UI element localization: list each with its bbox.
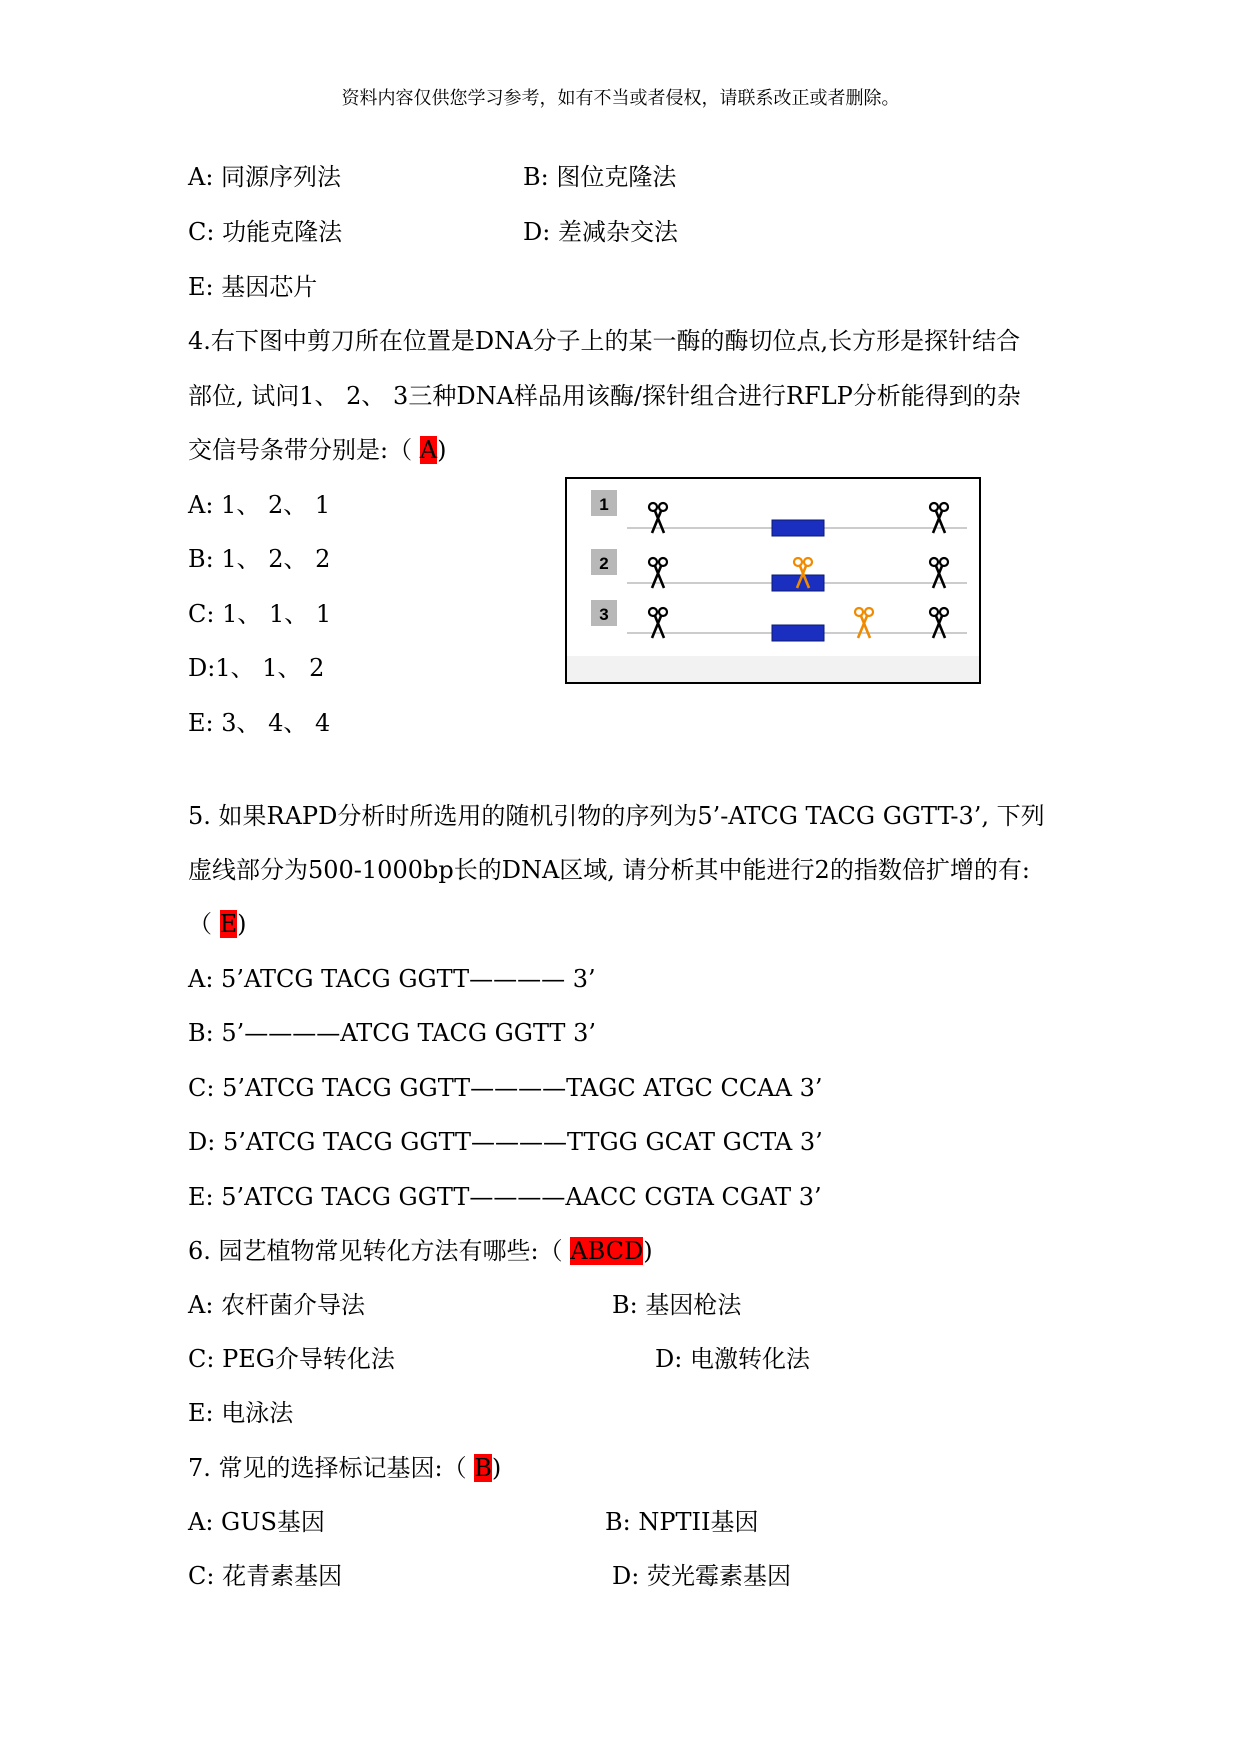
- q5-option-b: B: 5’————ATCG TACG GGTT 3’: [188, 1019, 596, 1047]
- q6-suffix: ): [643, 1237, 653, 1265]
- q5-option-e: E: 5’ATCG TACG GGTT————AACC CGTA CGAT 3’: [188, 1183, 822, 1211]
- q4-option-a: A: 1、 2、 1: [188, 491, 331, 519]
- q4-option-e: E: 3、 4、 4: [188, 709, 331, 737]
- q6-option-e: E: 电泳法: [188, 1399, 294, 1427]
- sample-row-2: [591, 549, 967, 591]
- q4-option-b: B: 1、 2、 2: [188, 545, 331, 573]
- q3-option-a: A: 同源序列法: [188, 163, 342, 191]
- q5-option-c: C: 5’ATCG TACG GGTT————TAGC ATGC CCAA 3’: [188, 1074, 823, 1102]
- q4-prefix: 交信号条带分别是:（: [188, 436, 420, 464]
- q5-prefix: （: [188, 910, 220, 938]
- q3-option-d: D: 差减杂交法: [523, 218, 678, 246]
- figure-bottom-band: [567, 656, 979, 682]
- q7-option-d: D: 荧光霉素基因: [612, 1562, 791, 1590]
- rflp-figure: [565, 477, 981, 684]
- q5-answer-highlight: E: [219, 910, 238, 938]
- q6-option-d: D: 电激转化法: [655, 1345, 810, 1373]
- sample-label-3: 3: [599, 605, 609, 624]
- probe-binding-site: [772, 625, 824, 641]
- sample-label-2: 2: [599, 554, 609, 573]
- q3-option-e: E: 基因芯片: [188, 273, 318, 301]
- sample-label-1: 1: [599, 495, 609, 514]
- probe-binding-site: [772, 520, 824, 536]
- q4-option-d: D:1、 1、 2: [188, 654, 325, 682]
- q4-question-line-1: 4.右下图中剪刀所在位置是DNA分子上的某一酶的酶切位点,长方形是探针结合: [188, 327, 1021, 355]
- q4-question-line-3: [188, 435, 446, 465]
- q5-suffix: ): [237, 910, 247, 938]
- q6-question: [188, 1236, 653, 1266]
- q7-option-b: B: NPTII基因: [605, 1508, 759, 1536]
- q7-prefix: 7. 常见的选择标记基因:（: [188, 1454, 475, 1482]
- q6-prefix: 6. 园艺植物常见转化方法有哪些:（: [188, 1237, 571, 1265]
- q7-question: [188, 1453, 501, 1483]
- q4-answer-highlight: A: [419, 436, 438, 464]
- sample-row-3: [591, 600, 967, 641]
- q7-option-a: A: GUS基因: [188, 1508, 325, 1536]
- q6-option-c: C: PEG介导转化法: [188, 1345, 395, 1373]
- page-header: 资料内容仅供您学习参考，如有不当或者侵权，请联系改正或者删除。: [341, 88, 900, 109]
- q7-option-c: C: 花青素基因: [188, 1562, 343, 1590]
- q5-question-line-3: [188, 909, 247, 939]
- rflp-diagram: [567, 479, 979, 682]
- q3-option-b: B: 图位克隆法: [523, 163, 677, 191]
- q5-question-line-2: 虚线部分为500-1000bp长的DNA区域, 请分析其中能进行2的指数倍扩增的有:: [188, 856, 1030, 884]
- q5-question-line-1: 5. 如果RAPD分析时所选用的随机引物的序列为5’-ATCG TACG GGTT-3’, 下列: [188, 802, 1045, 830]
- q4-suffix: ): [437, 436, 447, 464]
- q5-option-d: D: 5’ATCG TACG GGTT————TTGG GCAT GCTA 3’: [188, 1128, 823, 1156]
- sample-row-1: [591, 490, 967, 536]
- q7-suffix: ): [491, 1454, 502, 1482]
- q4-option-c: C: 1、 1、 1: [188, 600, 332, 628]
- q3-option-c: C: 功能克隆法: [188, 218, 343, 246]
- q7-answer-highlight: B: [474, 1454, 492, 1482]
- q6-option-a: A: 农杆菌介导法: [188, 1291, 366, 1319]
- q6-option-b: B: 基因枪法: [612, 1291, 742, 1319]
- q6-answer-highlight: ABCD: [570, 1237, 644, 1265]
- q4-question-line-2: 部位, 试问1、 2、 3三种DNA样品用该酶/探针组合进行RFLP分析能得到的杂: [188, 382, 1021, 410]
- q5-option-a: A: 5’ATCG TACG GGTT———— 3’: [188, 965, 596, 993]
